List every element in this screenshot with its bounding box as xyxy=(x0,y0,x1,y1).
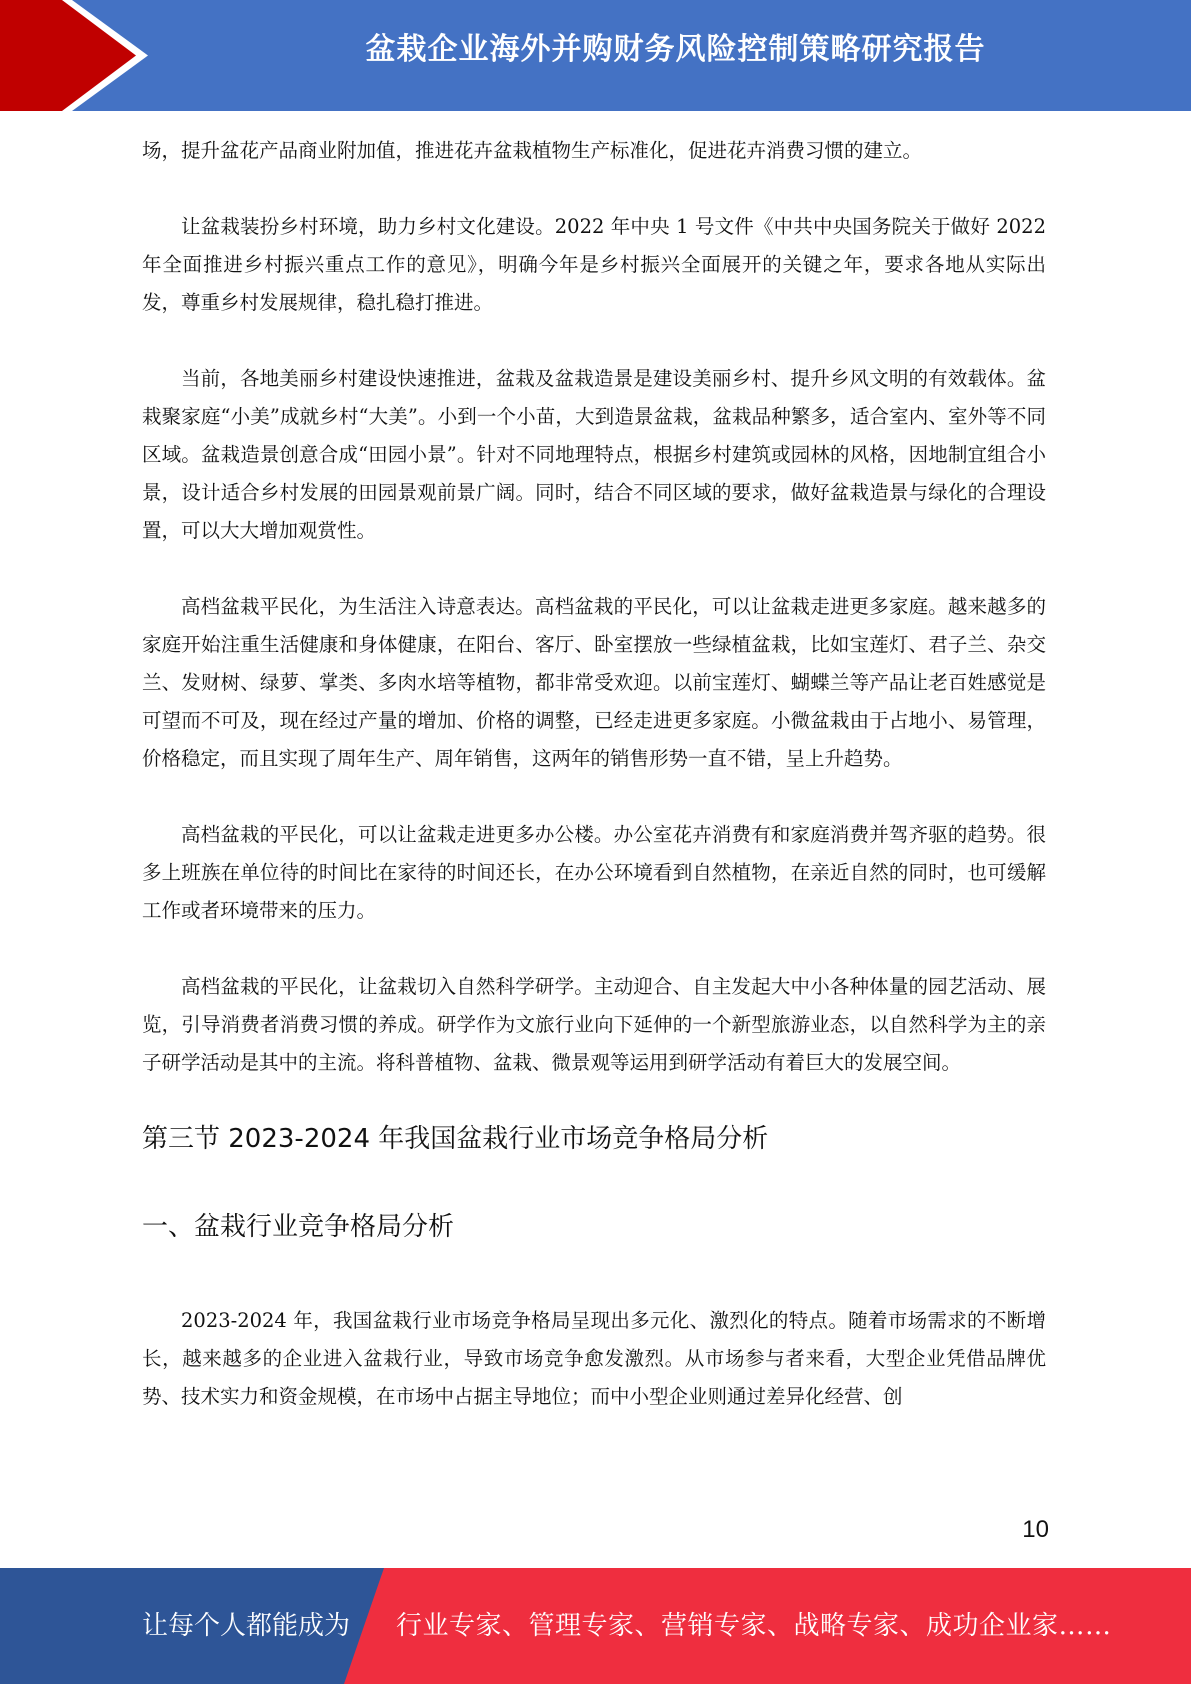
paragraph: 场，提升盆花产品商业附加值，推进花卉盆栽植物生产标准化，促进花卉消费习惯的建立。 xyxy=(142,139,923,162)
page-number: 10 xyxy=(1022,1516,1049,1543)
footer-slogan-right: 行业专家、管理专家、营销专家、战略专家、成功企业家…… xyxy=(396,1611,1112,1641)
paragraph: 高档盆栽的平民化，可以让盆栽走进更多办公楼。办公室花卉消费有和家庭消费并驾齐驱的趋势。很多上班族在单位待的时间比在家待的时间还长，在办公环境看到自然植物，在亲近自然的同时，也可缓解工作或者环境带来的压力。 xyxy=(142,823,1046,922)
document-title: 盆栽企业海外并购财务风险控制策略研究报告 xyxy=(365,32,986,67)
section-heading: 第三节 2023-2024 年我国盆栽行业市场竞争格局分析 xyxy=(142,1124,769,1154)
paragraph: 高档盆栽的平民化，让盆栽切入自然科学研学。主动迎合、自主发起大中小各种体量的园艺活动、展览，引导消费者消费习惯的养成。研学作为文旅行业向下延伸的一个新型旅游业态，以自然科学为主的亲子研学活动是其中的主流。将科普植物、盆栽、微景观等运用到研学活动有着巨大的发展空间。 xyxy=(142,975,1046,1074)
header-banner xyxy=(0,0,1191,111)
sub-heading: 一、盆栽行业竞争格局分析 xyxy=(142,1212,455,1242)
paragraph: 当前，各地美丽乡村建设快速推进，盆栽及盆栽造景是建设美丽乡村、提升乡风文明的有效载体。盆栽聚家庭“小美”成就乡村“大美”。小到一个小苗，大到造景盆栽，盆栽品种繁多，适合室内、室外等不同区域。盆栽造景创意合成“田园小景”。针对不同地理特点，根据乡村建筑或园林的风格，因地制宜组合小景，设计适合乡村发展的田园景观前景广阔。同时，结合不同区域的要求，做好盆栽造景与绿化的合理设置，可以大大增加观赏性。 xyxy=(142,367,1046,542)
footer-banner xyxy=(0,1568,1191,1684)
paragraph: 让盆栽装扮乡村环境，助力乡村文化建设。2022 年中央 1 号文件《中共中央国务院关于做好 2022 年全面推进乡村振兴重点工作的意见》，明确今年是乡村振兴全面展开的关键之年，要求各地从实际出发，尊重乡村发展规律，稳扎稳打推进。 xyxy=(142,215,1046,314)
paragraph: 高档盆栽平民化，为生活注入诗意表达。高档盆栽的平民化，可以让盆栽走进更多家庭。越来越多的家庭开始注重生活健康和身体健康，在阳台、客厅、卧室摆放一些绿植盆栽，比如宝莲灯、君子兰、杂交兰、发财树、绿萝、掌类、多肉水培等植物，都非常受欢迎。以前宝莲灯、蝴蝶兰等产品让老百姓感觉是可望而不可及，现在经过产量的增加、价格的调整，已经走进更多家庭。小微盆栽由于占地小、易管理，价格稳定，而且实现了周年生产、周年销售，这两年的销售形势一直不错，呈上升趋势。 xyxy=(142,595,1046,770)
chevron-arrow-icon xyxy=(0,0,160,111)
footer-slogan-left: 让每个人都能成为 xyxy=(142,1611,351,1641)
paragraph: 2023-2024 年，我国盆栽行业市场竞争格局呈现出多元化、激烈化的特点。随着市场需求的不断增长，越来越多的企业进入盆栽行业，导致市场竞争愈发激烈。从市场参与者来看，大型企业凭借品牌优势、技术实力和资金规模，在市场中占据主导地位；而中小型企业则通过差异化经营、创 xyxy=(142,1309,1046,1408)
page-content xyxy=(142,132,1046,1454)
